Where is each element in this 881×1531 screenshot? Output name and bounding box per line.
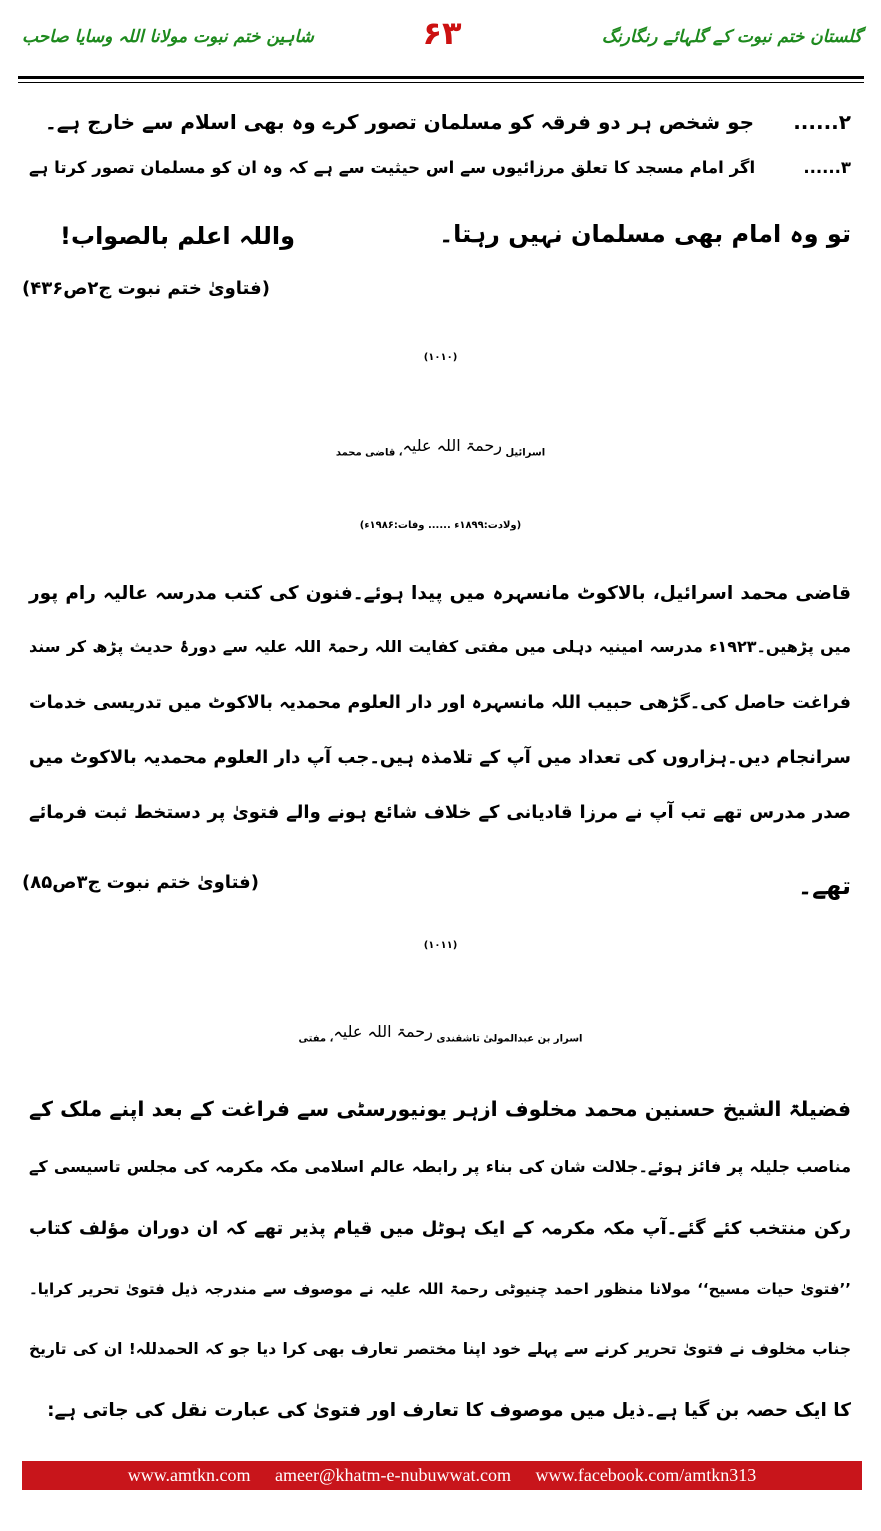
reference-1010: (فتاویٰ ختم نبوت ج۳ص۸۵) (22, 872, 259, 893)
paragraph-line: رکن منتخب کئے گئے۔آپ مکہ مکرمہ کے ایک ہوٹل میں قیام پذیر تھے کہ ان دوران مؤلف کتاب (29, 1218, 851, 1239)
entry-number-1011: (۱۰۱۱) (423, 940, 458, 951)
paragraph-line: ’’فتویٰ حیات مسیح‘‘ مولانا منظور احمد چنیوٹی رحمۃ اللہ علیہ نے موصوف سے مندرجہ ذیل فتویٰ تحریر کرایا۔ (29, 1280, 851, 1298)
page-header (22, 14, 862, 58)
item-2-line (29, 110, 851, 134)
entry-title-1011-name: اسرار بن عبدالمولیٰ تاشقندی (436, 1033, 583, 1045)
item-3-line (29, 158, 851, 177)
paragraph-line: مناصب جلیلہ پر فائز ہوئے۔جلالت شان کی بناء پر رابطہ عالم اسلامی مکہ مکرمہ کی مجلس تاسیسی کے (29, 1157, 851, 1176)
paragraph-line: جناب مخلوف نے فتویٰ تحریر کرنے سے پہلے خود اپنا مختصر تعارف بھی کرا دیا جو کہ الحمدللہ! ان کی تاریخ (29, 1340, 851, 1358)
item-3-marker: ۳...... (803, 158, 851, 177)
closing-phrase: واللہ اعلم بالصواب! (60, 222, 295, 250)
entry-title-1010-name: اسرائیل (505, 447, 546, 459)
reference-top: (فتاویٰ ختم نبوت ج۲ص۴۳۶) (22, 278, 270, 299)
paragraph-line: کا ایک حصہ بن گیا ہے۔ذیل میں موصوف کا تعارف اور فتویٰ کی عبارت نقل کی جاتی ہے: (47, 1400, 851, 1421)
paragraph-line: فضیلۃ الشیخ حسنین محمد مخلوف ازہر یونیورسٹی سے فراغت کے بعد اپنے ملک کے (29, 1097, 851, 1121)
header-author-title: شاہین ختم نبوت مولانا اللہ وسایا صاحب (22, 27, 314, 47)
paragraph-line: صدر مدرس تھے تب آپ نے مرزا قادیانی کے خلاف شائع ہونے والے فتویٰ پر دستخط ثبت فرمائے (29, 802, 851, 823)
entry-dates-1010: (ولادت:۱۸۹۹ء ...... وفات:۱۹۸۶ء) (359, 520, 522, 531)
honorific-1010: رحمۃ اللہ علیہ (402, 436, 502, 455)
header-divider (18, 76, 864, 79)
entry-title-1010 (0, 436, 881, 458)
header-book-title: گلستان ختم نبوت کے گلہائے رنگارنگ (601, 27, 862, 47)
entry-title-1011-suffix: ، مفتی (298, 1033, 334, 1045)
entry-title-1010-suffix: ، قاضی محمد (335, 447, 403, 459)
footer-website-link[interactable]: www.amtkn.com (127, 1465, 251, 1485)
header-divider-thin (18, 82, 864, 83)
paragraph-line: فراغت حاصل کی۔گڑھی حبیب اللہ مانسہرہ اور دار العلوم محمدیہ بالاکوٹ میں تدریسی خدمات (29, 693, 851, 713)
entry-number-1010: (۱۰۱۰) (423, 352, 458, 363)
item-3-text: اگر امام مسجد کا تعلق مرزائیوں سے اس حیثیت سے ہے کہ وہ ان کو مسلمان تصور کرتا ہے (29, 158, 756, 177)
footer-facebook-link[interactable]: www.facebook.com/amtkn313 (535, 1465, 757, 1485)
item-3-text-b: تو وہ امام بھی مسلمان نہیں رہتا۔ (439, 220, 851, 248)
honorific-1011: رحمۃ اللہ علیہ (333, 1022, 433, 1041)
footer-bar (22, 1461, 862, 1490)
paragraph-line: سرانجام دیں۔ہزاروں کی تعداد میں آپ کے تلامذہ ہیں۔جب آپ دار العلوم محمدیہ بالاکوٹ میں (29, 747, 851, 768)
entry-title-1011 (0, 1022, 881, 1044)
paragraph-line: قاضی محمد اسرائیل، بالاکوٹ مانسہرہ میں پیدا ہوئے۔فنون کی کتب مدرسہ عالیہ رام پور (29, 583, 851, 604)
paragraph-line: تھے۔ (798, 872, 851, 900)
page-number: ۶۳ (422, 14, 462, 52)
paragraph-line: میں پڑھیں۔۱۹۲۳ء مدرسہ امینیہ دہلی میں مفتی کفایت اللہ رحمۃ اللہ علیہ سے دورۂ حدیث پڑھ کر سند (29, 637, 851, 656)
footer-email-link[interactable]: ameer@khatm-e-nubuwwat.com (275, 1465, 512, 1485)
item-2-marker: ۲...... (793, 110, 851, 134)
item-2-text: جو شخص ہر دو فرقہ کو مسلمان تصور کرے وہ بھی اسلام سے خارج ہے۔ (45, 110, 755, 134)
